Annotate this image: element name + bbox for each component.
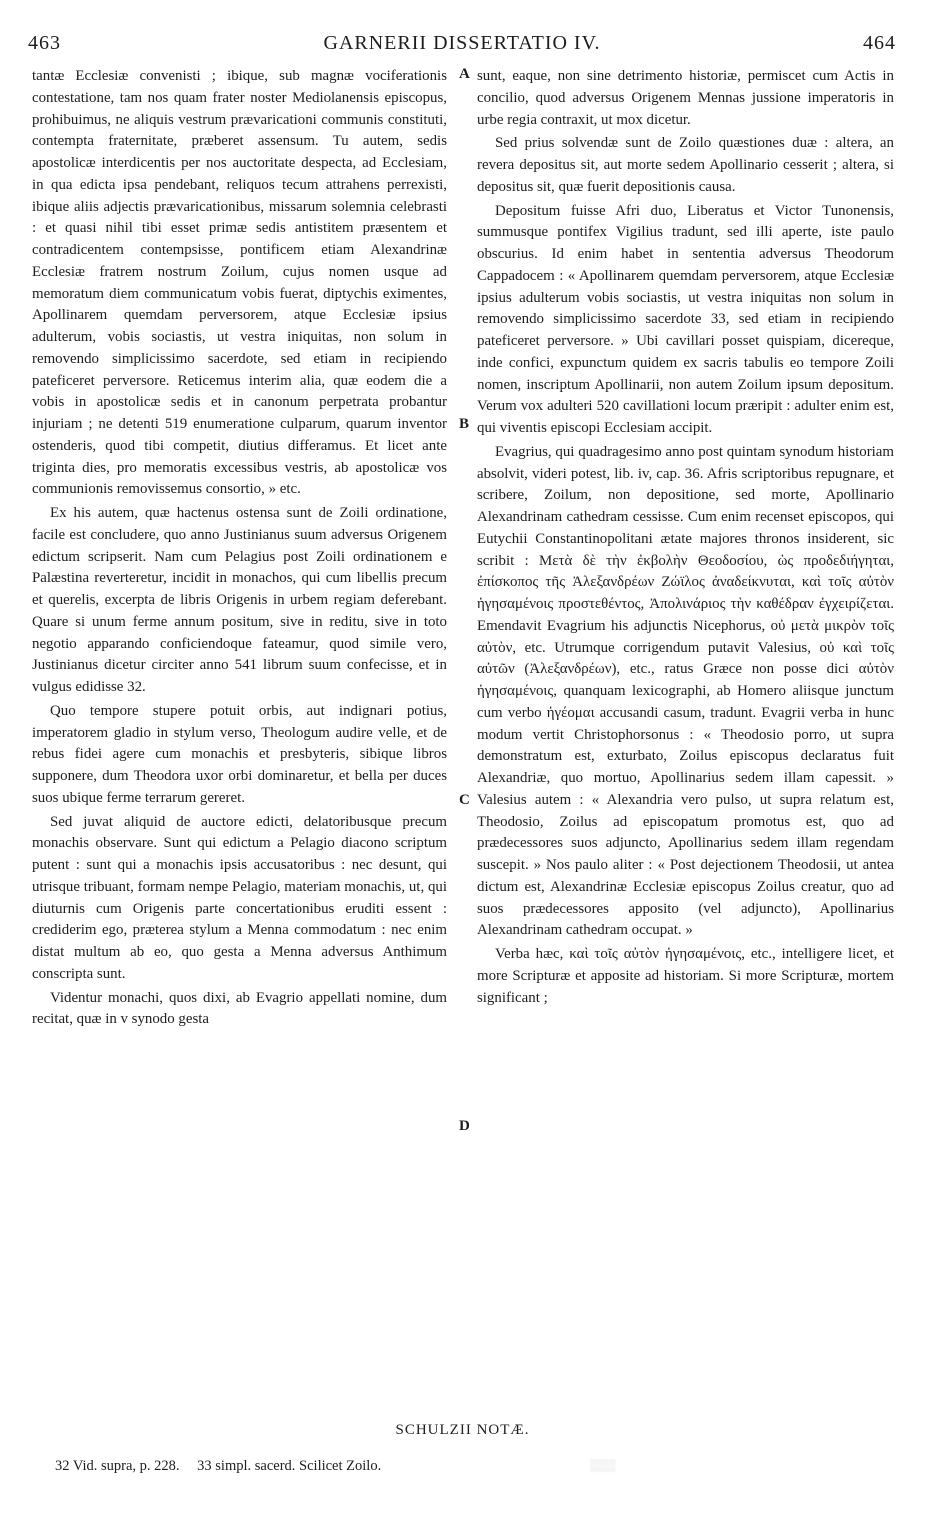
page-number-right: 464 xyxy=(863,32,896,54)
paragraph: Sed prius solvendæ sunt de Zoilo quæstiones duæ : altera, an revera depositus sit, aut morte sedem Apollinario cesserit ; altera, si depositus sit, quæ fuerit depositionis causa. xyxy=(477,135,894,195)
paragraph: Sed juvat aliquid de auctore edicti, delatoribusque precum monachis observare. Sunt qui edictum a Pelagio diacono scriptum putent : sunt qui a monachis ipsis accusatoribus : nec desunt, qui utrisque tribuant, formam nempe Pelagio, materiam monachis, ut, qui diuturnis cum Origenis parte concertationibus eruditi essent : crediderim ego, præterea stylum a Menna commodatum : nec enim distat multum ab eo, quo gesta a Menna adversus Anthimum conscripta sunt. xyxy=(32,813,447,982)
page-number-left: 463 xyxy=(28,32,61,54)
footnotes xyxy=(55,1458,875,1475)
footnote: 32 Vid. supra, p. 228. xyxy=(55,1458,180,1474)
paragraph: Ex his autem, quæ hactenus ostensa sunt de Zoili ordinatione, facile est concludere, quo anno Justinianus suum adversus Origenem edictum scripserit. Nam cum Pelagius post Zoili ordinationem e Palæstina reverteretur, incidit in monachos, qui cum libellis precum et querelis, excerpta de libris Origenis in urbem regiam deferebant. Quare si unum ferme annum positum, sive in reditu, sive in toto negotio apparando conficiendoque fateamur, quod simile vero, Justinianus dicetur circiter anno 541 librum suum confecisse, et in vulgus edidisse 32. xyxy=(32,505,447,695)
margin-letter-a: A xyxy=(459,66,470,82)
running-title: GARNERII DISSERTATIO IV. xyxy=(323,32,601,54)
paragraph: tantæ Ecclesiæ convenisti ; ibique, sub magnæ vociferationis contestatione, tam nos quam frater noster Mediolanensis episcopus, prohibuimus, ne aliquis vestrum prævaricationi communis constituti, contempta fraternitate, præberet assensum. Tu autem, sedis apostolicæ interdicentis per nos auctoritate despecta, ad Ecclesiam, in qua edicta ipsa pendebant, reliquos tecum attrahens perrexisti, ibique aliis adjectis prævaricationibus, missarum solemnia celebrasti : et quasi nihil tibi esset primæ sedis antistitem præsentem et contradicentem contempsisse, pontificem etiam Alexandrinæ Ecclesiæ fratrem nostrum Zoilum, cujus nomen usque ad memoratum diem communicatum vobis fuerat, diptychis eximentes, Apollinarem quemdam perversorem, atque Ecclesiæ ipsius adulterum, vobis sociastis, ut vestra iniquitas, non solum in removendo simplicissimo sacerdote, sed etiam in recipiendo pateficeret perversore. Reticemus interim alia, quæ eodem die a vobis in apostolicæ sedis et in canonum perpetrata probantur injuriam ; ne detenti 519 enumeratione culparum, quarum inventor ostenderis, quod tibi competit, diutius differamus. Et licet ante triginta dies, pro memoratis excessibus vestris, ab apostolicæ vos communionis removissemus consortio, » etc. xyxy=(32,68,447,498)
notes-title: SCHULZII NOTÆ. xyxy=(395,1422,530,1438)
paragraph: Depositum fuisse Afri duo, Liberatus et Victor Tunonensis, summusque pontifex Vigilius tradunt, sed illi aperte, iste paulo obscurius. Id enim habet in sententia adversus Theodorum Cappadocem : « Apollinarem quemdam perversorem, atque Ecclesiæ ipsius adulterum vobis sociastis, ut vestra iniquitas non solum in removendo simplicissimo sacerdote 33, sed etiam in recipiendo pateficeret perversore. » Ubi cavillari posset quispiam, dicereque, inde confici, expunctum quidem ex sacris tabulis eo tempore Zoili nomen, inscriptum Apollinarii, non autem Zoilum ipsum depositum. Verum vox adulteri 520 cavillationi locum præripit : adulter enim est, qui viventis episcopi Ecclesiam accipit. xyxy=(477,202,894,436)
footnote: 33 simpl. sacerd. Scilicet Zoilo. xyxy=(197,1458,382,1474)
left-column xyxy=(32,66,447,1033)
library-stamp: ▒▒▒ xyxy=(590,1458,616,1472)
paragraph: sunt, eaque, non sine detrimento historiæ, permiscet cum Actis in concilio, quod adversus Origenem Mennas jussione imperatoris in urbe regia contraxit, ut mox dicetur. xyxy=(477,68,894,128)
margin-letter-b: B xyxy=(459,416,470,432)
paragraph: Evagrius, qui quadragesimo anno post quintam synodum historiam absolvit, videri potest, lib. iv, cap. 36. Afris scriptoribus repugnare, et scribere, Zoilum, non depositione, sed morte, Apollinario Alexandrinam cathedram cessisse. Cum enim recenset episcopos, qui Eutychii Constantinopolitani ætate majores thronos insiderent, sic scribit : Μετὰ δὲ τὴν ἐκβολὴν Θεοδοσίου, ὡς προδεδιήγηται, ἐπίσκοπος τῆς Ἀλεξανδρέων Ζώϊλος ἀναδείκνυται, καὶ τοῖς αὐτὸν ἡγησαμένοις προστεθέντος, Ἀπολινάριος τὴν καθέδραν ἐγχειρίζεται. Emendavit Evagrium his adjunctis Nicephorus, οὐ μετὰ μικρὸν τοῖς αὐτὸν, etc. Utrumque corrigendum putavit Valesius, οὐ καὶ τοῖς αὐτῶν (Ἀλεξανδρέων), etc., ratus Græce non posse dici αὐτὸν ἡγησαμένοις, quanquam lexicographi, ab Homero aliisque junctum cum verbo ἡγέομαι accusandi casum, tradunt. Evagrii verba in hunc modum vertit Christophorsonus : « Theodosio porro, ut supra demonstratum est, exturbato, Zoilus episcopus declaratus fuit Alexandriæ, quo mortuo, Apollinarius sedem illam capessit. » Valesius autem : « Alexandria vero pulso, ut supra relatum est, Theodosio, Zoilus ad episcopatum promotus est, quo ad prædecessores suos adjuncto, Apollinarius sedem illam regendam suscepit. » Nos paulo aliter : « Post dejectionem Theodosii, ut antea dictum est, Alexandrinæ Ecclesiæ episcopus Zoilus creatur, quo ad suos prædecessores apposito (vel adjuncto), Apollinarius Alexandrinam cathedram occupat. » xyxy=(477,443,894,939)
paragraph: Verba hæc, καὶ τοῖς αὐτὸν ἡγησαμένοις, etc., intelligere licet, et more Scripturæ et apposite ad historiam. Si more Scripturæ, mortem significant ; xyxy=(477,946,894,1006)
margin-letter-c: C xyxy=(459,792,470,808)
paragraph: Videntur monachi, quos dixi, ab Evagrio appellati nomine, dum recitat, quæ in v synodo gesta xyxy=(32,989,447,1028)
right-column xyxy=(477,66,894,1011)
margin-letter-d: D xyxy=(459,1118,470,1134)
page-header xyxy=(28,24,896,64)
paragraph: Quo tempore stupere potuit orbis, aut indignari potius, imperatorem gladio in stylum verso, Theologum audire velle, et de rebus fidei agere cum monachis et presbyteris, sibique libros supponere, dum Theodora uxor orbi dominaretur, et bella per duces suos ubique ferme terrarum gereret. xyxy=(32,702,447,806)
